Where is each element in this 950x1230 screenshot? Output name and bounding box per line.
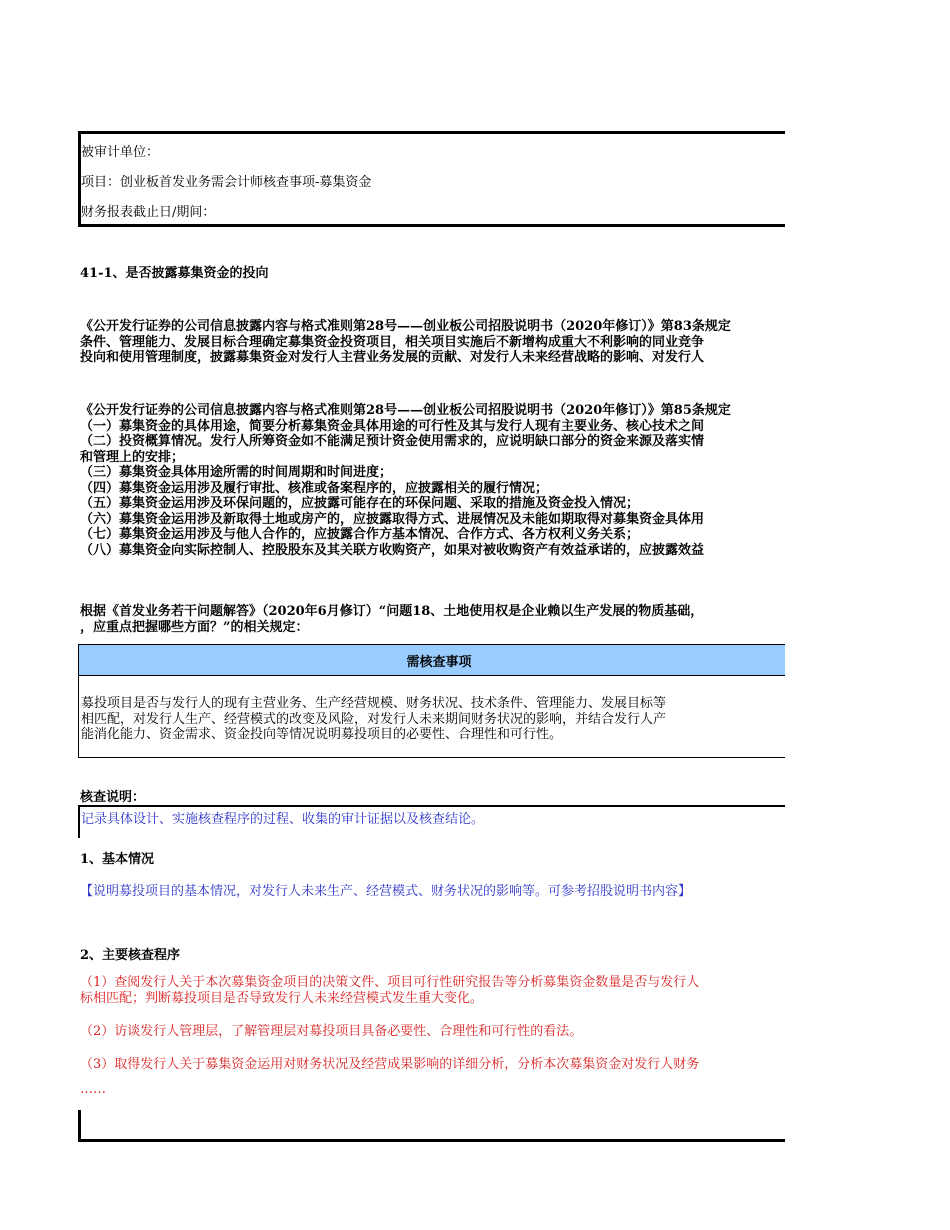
rule-85-line: 和管理上的安排； — [80, 449, 185, 465]
review-label: 核查说明： — [80, 790, 146, 805]
bottom-left-border — [78, 1110, 81, 1142]
rule-83-line: 投向和使用管理制度，披露募集资金对发行人主营业务发展的贡献、对发行人未来经营战略的影响、对发行人 — [80, 350, 705, 365]
rule-85-line: （三）募集资金具体用途所需的时间周期和时间进度； — [80, 465, 393, 480]
rule-85-line: （六）募集资金运用涉及新取得土地或房产的，应披露取得方式、进展情况及未能如期取得对募集资金具体用 — [80, 511, 705, 527]
rule-83-line: 条件、管理能力、发展目标合理确定募集资金投资项目，相关项目实施后不新增构成重大不利影响的同业竞争 — [80, 334, 705, 350]
rule-83-paragraph — [80, 319, 731, 366]
procedure-3[interactable]: （3）取得发行人关于募集资金运用对财务状况及经营成果影响的详细分析，分析本次募集资金对发行人财务 — [80, 1057, 700, 1072]
basic-info-note[interactable]: 【说明募投项目的基本情况，对发行人未来生产、经营模式、财务状况的影响等。可参考招股说明书内容】 — [80, 884, 692, 899]
check-items-header: 需核查事项 — [79, 645, 785, 676]
procedure-2[interactable]: （2）访谈发行人管理层，了解管理层对募投项目具备必要性、合理性和可行性的看法。 — [80, 1024, 583, 1039]
procedure-1-line: 标相匹配；判断募投项目是否导致发行人未来经营模式发生重大变化。 — [80, 990, 484, 1006]
qa-reference-line: ，应重点把握哪些方面？”的相关规定： — [80, 619, 309, 635]
period-label[interactable]: 财务报表截止日/期间： — [81, 205, 216, 220]
rule-85-line: （二）投资概算情况。发行人所筹资金如不能满足预计资金使用需求的，应说明缺口部分的资金来源及落实情 — [80, 434, 705, 449]
review-left-border — [78, 805, 80, 838]
ellipsis: …… — [80, 1082, 106, 1097]
check-items-body[interactable] — [79, 676, 785, 743]
review-note[interactable]: 记录具体设计、实施核查程序的过程、收集的审计证据以及核查结论。 — [81, 812, 485, 827]
procedures-title: 2、主要核查程序 — [80, 948, 181, 963]
project-label[interactable]: 项目：创业板首发业务需会计师核查事项-募集资金 — [81, 175, 372, 190]
worksheet — [78, 0, 785, 1230]
check-items-line: 相匹配，对发行人生产、经营模式的改变及风险，对发行人未来期间财务状况的影响，并结合发行人产 — [81, 711, 667, 727]
check-items-line: 能消化能力、资金需求、资金投向等情况说明募投项目的必要性、合理性和可行性。 — [81, 727, 563, 742]
section-title: 41-1、是否披露募集资金的投向 — [80, 266, 269, 281]
check-items-table — [78, 644, 785, 758]
rule-85-line: （一）募集资金的具体用途，简要分析募集资金具体用途的可行性及其与发行人现有主要业务、核心技术之间 — [80, 418, 705, 434]
rule-85-paragraph — [80, 403, 731, 558]
audited-unit-label[interactable]: 被审计单位： — [81, 145, 160, 160]
qa-reference-paragraph — [80, 604, 703, 635]
bottom-border — [78, 1139, 785, 1142]
check-items-line: 募投项目是否与发行人的现有主营业务、生产经营规模、财务状况、技术条件、管理能力、发展目标等 — [81, 696, 667, 711]
rule-85-line: （八）募集资金向实际控制人、控股股东及其关联方收购资产，如果对被收购资产有效益承诺的，应披露效益 — [80, 542, 705, 558]
rule-85-line: （七）募集资金运用涉及与他人合作的，应披露合作方基本情况、合作方式、各方权利义务关系； — [80, 527, 640, 542]
review-top-border — [78, 805, 785, 807]
basic-info-title: 1、基本情况 — [80, 852, 155, 867]
qa-reference-line: 根据《首发业务若干问题解答》（2020年6月修订）“问题18、土地使用权是企业赖以生产发展的物质基础， — [80, 604, 704, 619]
rule-85-line: （四）募集资金运用涉及履行审批、核准或备案程序的，应披露相关的履行情况； — [80, 480, 549, 496]
procedure-1-line: （1）查阅发行人关于本次募集资金项目的决策文件、项目可行性研究报告等分析募集资金数量是否与发行人 — [80, 975, 700, 990]
procedure-1[interactable] — [80, 975, 699, 1006]
rule-83-line: 《公开发行证券的公司信息披露内容与格式准则第28号——创业板公司招股说明书（2020年修订）》第83条规定 — [80, 319, 731, 334]
rule-85-line: （五）募集资金运用涉及环保问题的，应披露可能存在的环保问题、采取的措施及资金投入情况； — [80, 496, 640, 511]
rule-85-line: 《公开发行证券的公司信息披露内容与格式准则第28号——创业板公司招股说明书（2020年修订）》第85条规定 — [80, 403, 731, 418]
